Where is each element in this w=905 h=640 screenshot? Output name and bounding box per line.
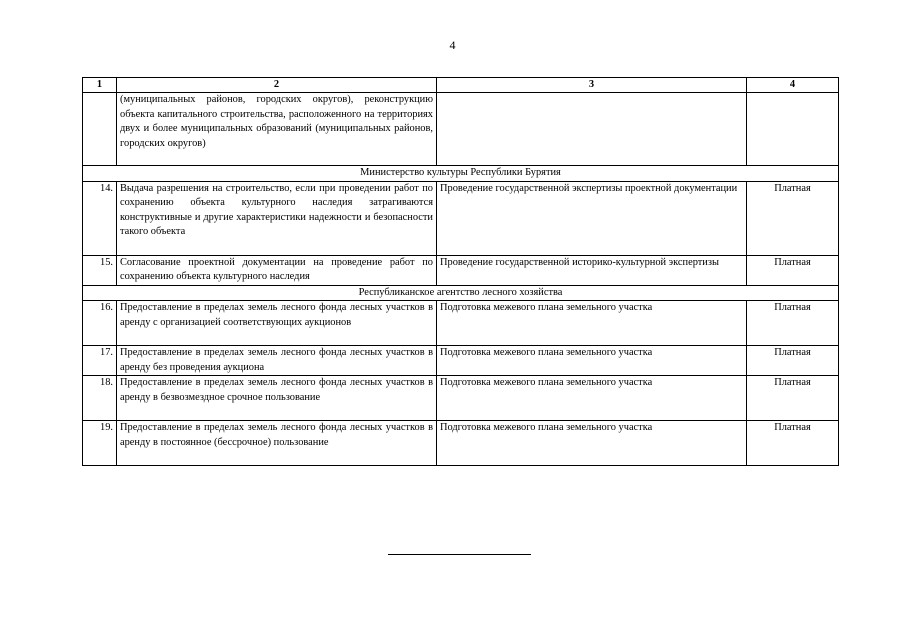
required-service-cell: Подготовка межевого плана земельного участка (437, 301, 747, 346)
table-row (83, 421, 839, 466)
section-title: Министерство культуры Республики Бурятия (83, 166, 839, 182)
service-cell: Согласование проектной документации на проведение работ по сохранению объекта культурного наследия (117, 255, 437, 285)
required-service-cell: Проведение государственной экспертизы проектной документации (437, 181, 747, 255)
footnote-divider (388, 554, 531, 555)
table-row (83, 301, 839, 346)
payment-cell: Платная (747, 301, 839, 346)
page-number: 4 (449, 38, 456, 52)
payment-cell: Платная (747, 421, 839, 466)
header-row (83, 78, 839, 93)
section-row (83, 285, 839, 301)
table-row (83, 255, 839, 285)
service-cell: Выдача разрешения на строительство, если при проведении работ по сохранению объекта культурного наследия затрагиваются конструктивные и другие характеристики надежности и безопасности такого объекта (117, 181, 437, 255)
service-cell: (муниципальных районов, городских округов), реконструкцию объекта капитального строительства, расположенного на территориях двух и более муниципальных образований (муниципальных районов, городских округов) (117, 93, 437, 166)
required-service-cell: Подготовка межевого плана земельного участка (437, 376, 747, 421)
section-title: Республиканское агентство лесного хозяйства (83, 285, 839, 301)
payment-cell (747, 93, 839, 166)
table-row (83, 181, 839, 255)
service-cell: Предоставление в пределах земель лесного фонда лесных участков в аренду в постоянное (бессрочное) пользование (117, 421, 437, 466)
column-header-1: 1 (83, 78, 117, 93)
row-number-cell: 15. (83, 255, 117, 285)
required-service-cell: Проведение государственной историко-культурной экспертизы (437, 255, 747, 285)
row-number-cell: 18. (83, 376, 117, 421)
column-header-3: 3 (437, 78, 747, 93)
payment-cell: Платная (747, 181, 839, 255)
required-service-cell: Подготовка межевого плана земельного участка (437, 346, 747, 376)
section-row (83, 166, 839, 182)
table-row (83, 93, 839, 166)
services-table (82, 77, 839, 466)
required-service-cell (437, 93, 747, 166)
service-cell: Предоставление в пределах земель лесного фонда лесных участков в аренду в безвозмездное срочное пользование (117, 376, 437, 421)
table-header (83, 78, 839, 93)
payment-cell: Платная (747, 346, 839, 376)
payment-cell: Платная (747, 376, 839, 421)
required-service-cell: Подготовка межевого плана земельного участка (437, 421, 747, 466)
row-number-cell: 16. (83, 301, 117, 346)
column-header-2: 2 (117, 78, 437, 93)
column-header-4: 4 (747, 78, 839, 93)
payment-cell: Платная (747, 255, 839, 285)
row-number-cell: 17. (83, 346, 117, 376)
table-row (83, 346, 839, 376)
row-number-cell: 19. (83, 421, 117, 466)
service-cell: Предоставление в пределах земель лесного фонда лесных участков в аренду без проведения аукциона (117, 346, 437, 376)
row-number-cell (83, 93, 117, 166)
row-number-cell: 14. (83, 181, 117, 255)
service-cell: Предоставление в пределах земель лесного фонда лесных участков в аренду с организацией соответствующих аукционов (117, 301, 437, 346)
table-row (83, 376, 839, 421)
